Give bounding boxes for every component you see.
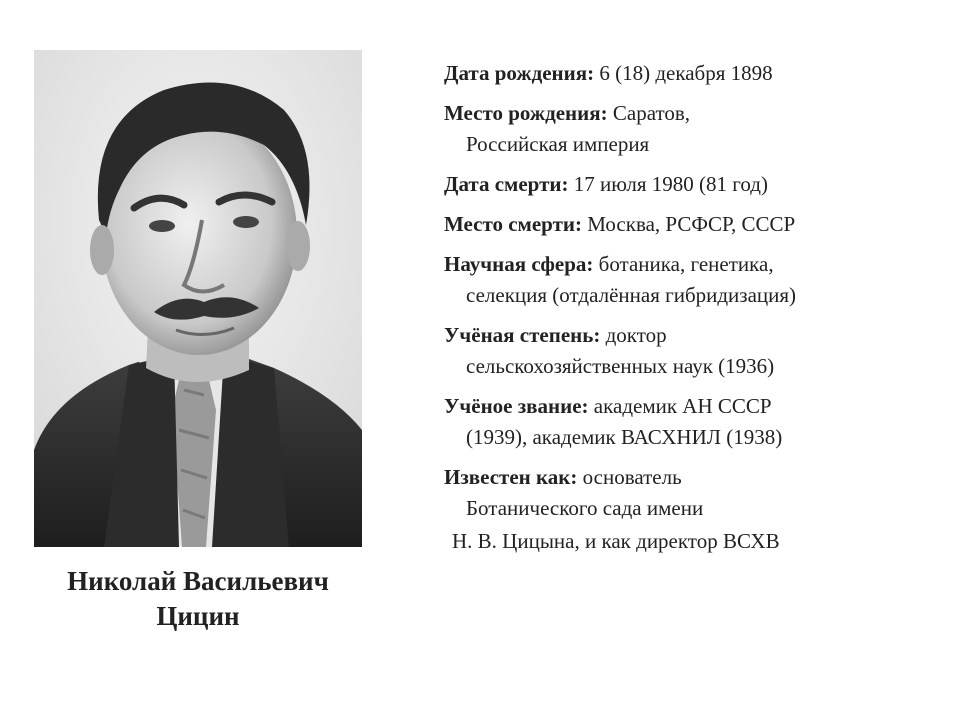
fact-value-continued: селекция (отдалённая гибридизация) <box>466 283 797 307</box>
fact-label: Место рождения: <box>444 101 608 125</box>
fact-academic-title <box>444 391 944 453</box>
fact-value-continued: сельскохозяйственных наук (1936) <box>466 354 775 378</box>
fact-value: 17 июля 1980 (81 год) <box>573 172 768 196</box>
fact-known-for-tail: Н. В. Цицына, и как директор ВСХВ <box>452 529 780 553</box>
fact-value: доктор <box>605 323 667 347</box>
biography-facts <box>444 58 944 566</box>
fact-known-for <box>444 462 944 524</box>
fact-academic-degree <box>444 320 944 382</box>
fact-label: Учёное звание: <box>444 394 589 418</box>
fact-birth-place <box>444 98 944 160</box>
fact-value: академик АН СССР <box>593 394 772 418</box>
fact-value-continued: Российская империя <box>466 132 650 156</box>
fact-death-place <box>444 209 944 240</box>
person-name-caption <box>34 564 362 634</box>
fact-label: Учёная степень: <box>444 323 601 347</box>
fact-label: Дата смерти: <box>444 172 569 196</box>
person-name-line1: Николай Васильевич <box>67 566 329 596</box>
fact-label: Научная сфера: <box>444 252 594 276</box>
fact-value: Саратов, <box>612 101 691 125</box>
fact-birth-date <box>444 58 944 89</box>
fact-value: основатель <box>582 465 682 489</box>
fact-value: 6 (18) декабря 1898 <box>599 61 773 85</box>
fact-label: Место смерти: <box>444 212 582 236</box>
fact-label: Известен как: <box>444 465 578 489</box>
fact-label: Дата рождения: <box>444 61 595 85</box>
fact-value-continued: (1939), академик ВАСХНИЛ (1938) <box>466 425 783 449</box>
fact-scientific-field <box>444 249 944 311</box>
fact-value-continued: Ботанического сада имени <box>466 496 704 520</box>
person-name-line2: Цицин <box>156 601 240 631</box>
fact-value: ботаника, генетика, <box>598 252 774 276</box>
portrait-photo <box>34 50 362 547</box>
fact-value: Москва, РСФСР, СССР <box>587 212 796 236</box>
fact-death-date <box>444 169 944 200</box>
